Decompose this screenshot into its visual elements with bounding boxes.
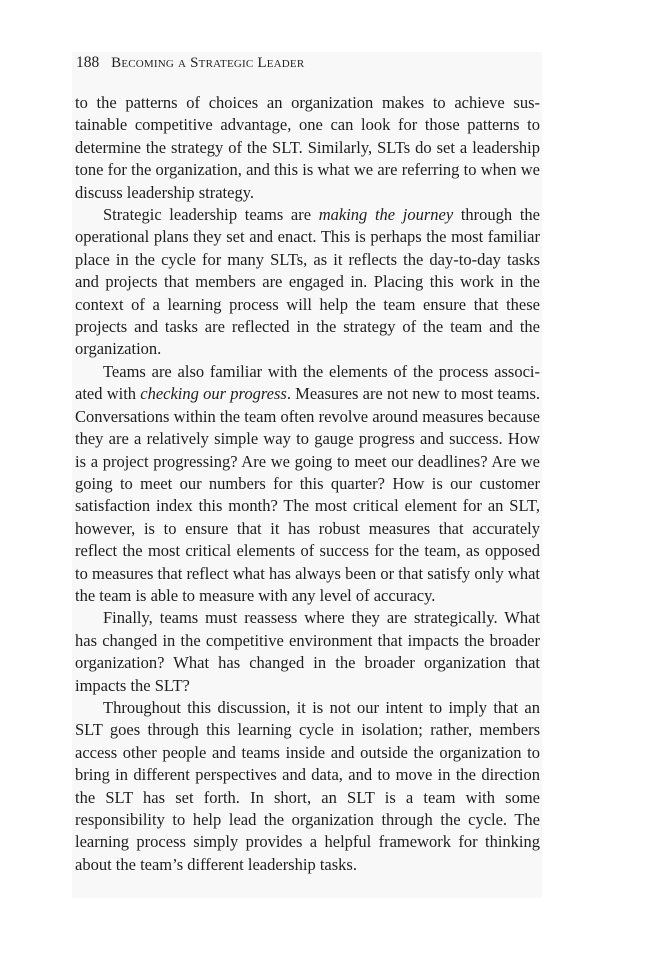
text-run: . Measures are not new to most teams. Conversations within the team often revolve around measures because they are a relatively simple way to gauge progress and success. How is a project progressing? Are we going to meet our deadlines? Are we going to meet our numbers for this quarter? How is our customer satisfaction index this month? The most critical element for an SLT, however, is to ensure that it has robust measures that accurately reflect the most critical elements of success for the team, as opposed to measures that reflect what has always been or that satisfy only what the team is able to measure with any level of accuracy. <box>75 384 540 605</box>
page-number: 188 <box>76 54 100 71</box>
text-run: Strategic leadership teams are <box>103 205 319 225</box>
book-page <box>72 52 542 898</box>
text-run: Teams are also familiar with the elements of the process associated with <box>75 361 540 404</box>
paragraph-4 <box>75 607 540 697</box>
paragraph-5 <box>75 697 540 876</box>
paragraph-3 <box>75 361 540 607</box>
paragraph-1 <box>75 92 540 204</box>
paragraph-2 <box>75 204 540 361</box>
text-run: through the operational plans they set and enact. This is perhaps the most familiar place in the cycle for many SLTs, as it reflects the day-to-day tasks and projects that members are engaged in. Placing this work in the context of a learning process will help the team ensure that these projects and tasks are reflected in the strategy of the team and the organization. <box>75 205 540 359</box>
body-text <box>75 92 540 876</box>
italic-term: checking our progress <box>140 384 287 404</box>
text-run: Throughout this discussion, it is not our intent to imply that an SLT goes through this learning cycle in isolation; rather, members access other people and teams inside and outside the organization to bring in different perspectives and data, and to move in the direction the SLT has set forth. In short, an SLT is a team with some responsibility to help lead the organization through the cycle. The learning process simply provides a helpful framework for thinking about the team’s different leadership tasks. <box>75 697 540 874</box>
running-head <box>76 54 304 74</box>
text-run: Finally, teams must reassess where they are strategically. What has changed in the competitive environment that impacts the broader organization? What has changed in the broader organization that impacts the SLT? <box>75 608 540 695</box>
book-title: Becoming a Strategic Leader <box>111 55 305 71</box>
text-run: to the patterns of choices an organization makes to achieve sustainable competitive advantage, one can look for those patterns to determine the strategy of the SLT. Similarly, SLTs do set a leadership tone for the organization, and this is what we are referring to when we discuss leadership strategy. <box>75 93 540 202</box>
italic-term: making the journey <box>318 205 454 225</box>
